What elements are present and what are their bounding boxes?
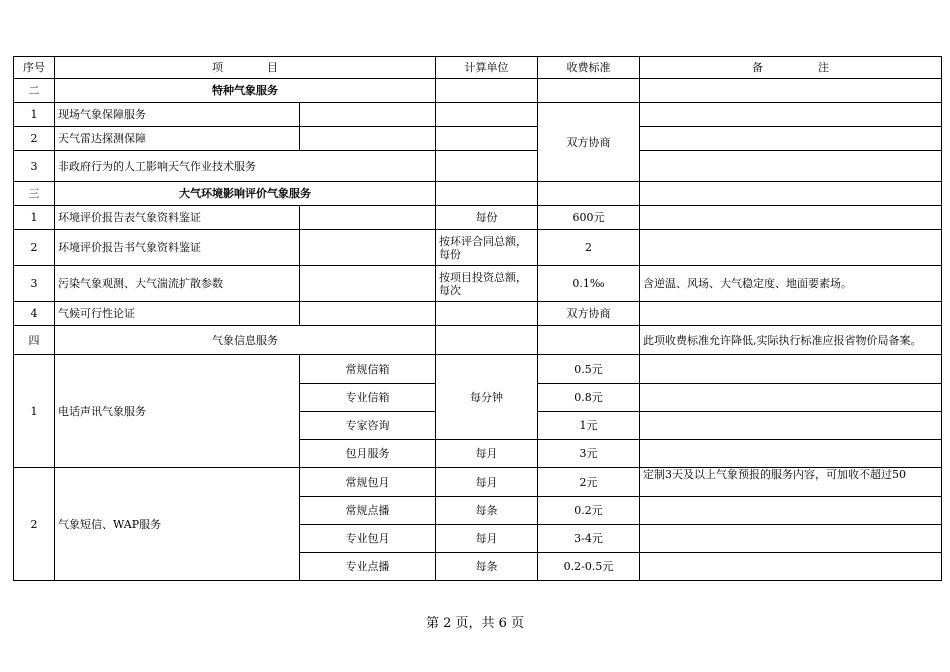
header-row bbox=[14, 57, 942, 79]
section-number: 二 bbox=[14, 79, 55, 103]
table-row bbox=[14, 230, 942, 266]
row-item: 气候可行性论证 bbox=[55, 302, 300, 326]
row-fee: 600元 bbox=[538, 206, 640, 230]
row-item: 环境评价报告书气象资料鉴证 bbox=[55, 230, 300, 266]
section-title: 特种气象服务 bbox=[55, 79, 436, 103]
row-unit: 每条 bbox=[436, 553, 538, 581]
row-subitem: 常规包月 bbox=[300, 468, 436, 497]
section-title: 大气环境影响评价气象服务 bbox=[55, 182, 436, 206]
section-number: 三 bbox=[14, 182, 55, 206]
row-number: 4 bbox=[14, 302, 55, 326]
section-title: 气象信息服务 bbox=[55, 326, 436, 355]
row-unit: 每月 bbox=[436, 468, 538, 497]
row-item: 现场气象保障服务 bbox=[55, 103, 300, 127]
row-number: 3 bbox=[14, 266, 55, 302]
row-unit: 每月 bbox=[436, 525, 538, 553]
row-fee: 0.2-0.5元 bbox=[538, 553, 640, 581]
table-row bbox=[14, 302, 942, 326]
table-row bbox=[14, 127, 942, 151]
row-fee: 2 bbox=[538, 230, 640, 266]
row-number: 3 bbox=[14, 151, 55, 182]
row-item: 气象短信、WAP服务 bbox=[55, 468, 300, 581]
row-unit: 按项目投资总额，每次 bbox=[436, 266, 538, 302]
row-fee: 1元 bbox=[538, 412, 640, 440]
page-footer: 第 2 页，共 6 页 bbox=[425, 616, 525, 631]
section-number: 四 bbox=[14, 326, 55, 355]
table-row bbox=[14, 355, 942, 384]
header-remark: 备 注 bbox=[640, 57, 942, 79]
row-item: 污染气象观测、大气湍流扩散参数 bbox=[55, 266, 300, 302]
row-fee: 3-4元 bbox=[538, 525, 640, 553]
row-number: 1 bbox=[14, 206, 55, 230]
table-row bbox=[14, 266, 942, 302]
row-fee: 0.5元 bbox=[538, 355, 640, 384]
row-remark: 含逆温、风场、大气稳定度、地面要素场。 bbox=[640, 266, 942, 302]
table-row bbox=[14, 151, 942, 182]
row-subitem: 常规信箱 bbox=[300, 355, 436, 384]
row-fee: 0.2元 bbox=[538, 497, 640, 525]
row-subitem: 专业点播 bbox=[300, 553, 436, 581]
row-fee: 双方协商 bbox=[538, 103, 640, 182]
row-item: 环境评价报告表气象资料鉴证 bbox=[55, 206, 300, 230]
row-unit: 每份 bbox=[436, 206, 538, 230]
row-subitem: 专业包月 bbox=[300, 525, 436, 553]
row-unit: 每分钟 bbox=[436, 355, 538, 440]
row-number: 1 bbox=[14, 355, 55, 468]
row-subitem: 专业信箱 bbox=[300, 384, 436, 412]
row-fee: 2元 bbox=[538, 468, 640, 497]
row-fee: 3元 bbox=[538, 440, 640, 468]
row-unit: 每条 bbox=[436, 497, 538, 525]
row-subitem: 专家咨询 bbox=[300, 412, 436, 440]
row-number: 2 bbox=[14, 127, 55, 151]
fee-table bbox=[13, 56, 942, 581]
header-unit: 计算单位 bbox=[436, 57, 538, 79]
row-subitem: 常规点播 bbox=[300, 497, 436, 525]
row-unit: 按环评合同总额，每份 bbox=[436, 230, 538, 266]
table-row bbox=[14, 468, 942, 497]
row-fee: 0.8元 bbox=[538, 384, 640, 412]
header-item: 项 目 bbox=[55, 57, 436, 79]
header-fee: 收费标准 bbox=[538, 57, 640, 79]
section-remark: 此项收费标准允许降低,实际执行标准应报省物价局备案。 bbox=[640, 326, 942, 355]
row-item: 天气雷达探测保障 bbox=[55, 127, 300, 151]
header-seq: 序号 bbox=[14, 57, 55, 79]
row-number: 2 bbox=[14, 468, 55, 581]
section-row bbox=[14, 326, 942, 355]
row-number: 2 bbox=[14, 230, 55, 266]
row-fee: 0.1‰ bbox=[538, 266, 640, 302]
row-number: 1 bbox=[14, 103, 55, 127]
row-subitem: 包月服务 bbox=[300, 440, 436, 468]
table-row bbox=[14, 103, 942, 127]
row-item: 电话声讯气象服务 bbox=[55, 355, 300, 468]
row-remark: 定制3天及以上气象预报的服务内容，可加收不超过50 bbox=[640, 468, 942, 497]
table-row bbox=[14, 206, 942, 230]
row-item: 非政府行为的人工影响天气作业技术服务 bbox=[55, 151, 436, 182]
row-unit: 每月 bbox=[436, 440, 538, 468]
section-row bbox=[14, 182, 942, 206]
section-row bbox=[14, 79, 942, 103]
row-fee: 双方协商 bbox=[538, 302, 640, 326]
